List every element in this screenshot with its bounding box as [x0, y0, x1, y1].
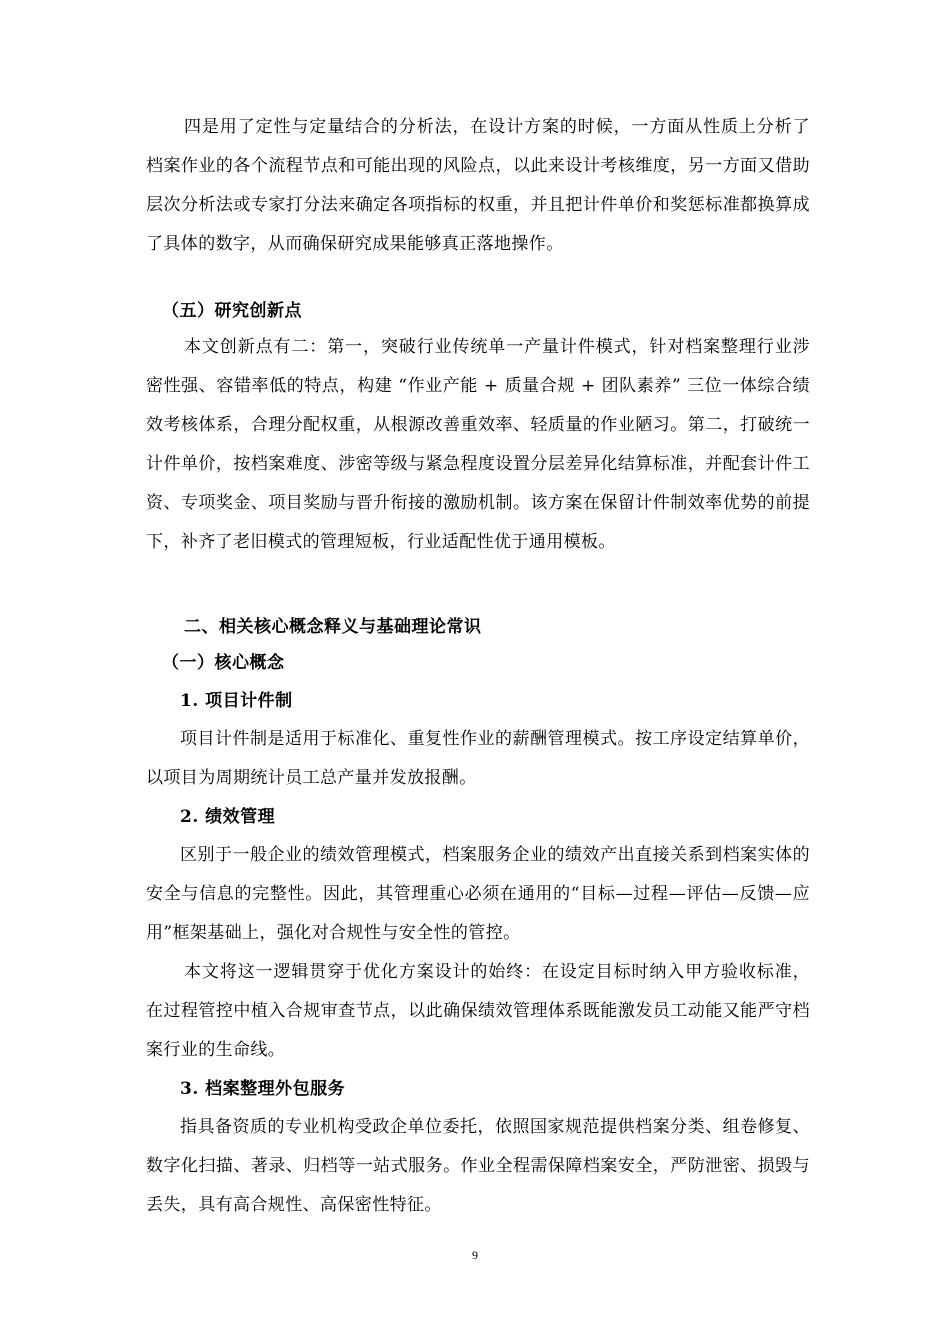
page-number: 9	[472, 1248, 478, 1262]
innovation-paragraph: 本文创新点有二：第一，突破行业传统单一产量计件模式，针对档案整理行业涉密性强、容错率低的特点，构建 “作业产能 + 质量合规 + 团队素养” 三位一体综合绩效考核体系，合理分配权重，从根源改善重效率、轻质量的作业陋习。第二，打破统一计件单价，按档案难度、涉密等级与紧急程度设置分层差异化结算标准，并配套计件工资、专项奖金、项目奖励与晋升衔接的激励机制。该方案在保留计件制效率优势的前提下，补齐了老旧模式的管理短板，行业适配性优于通用模板。	[146, 337, 810, 552]
item-heading-piecework: 1. 项目计件制	[180, 691, 293, 711]
page-content	[146, 108, 810, 1225]
item-heading-outsourcing: 3. 档案整理外包服务	[180, 1079, 346, 1099]
chapter-heading: 二、相关核心概念释义与基础理论常识	[184, 617, 482, 637]
section-heading-innovation: （五）研究创新点	[162, 301, 302, 321]
outsourcing-paragraph: 指具备资质的专业机构受政企单位委托，依照国家规范提供档案分类、组卷修复、数字化扫描、著录、归档等一站式服务。作业全程需保障档案安全，严防泄密、损毁与丢失，具有高合规性、高保密性特征。	[146, 1117, 810, 1215]
performance-paragraph-2: 本文将这一逻辑贯穿于优化方案设计的始终：在设定目标时纳入甲方验收标准，在过程管控中植入合规审查节点，以此确保绩效管理体系既能激发员工动能又能严守档案行业的生命线。	[146, 962, 810, 1060]
piecework-paragraph: 项目计件制是适用于标准化、重复性作业的薪酬管理模式。按工序设定结算单价，以项目为周期统计员工总产量并发放报酬。	[146, 729, 810, 788]
intro-paragraph: 四是用了定性与定量结合的分析法，在设计方案的时候，一方面从性质上分析了档案作业的各个流程节点和可能出现的风险点，以此来设计考核维度，另一方面又借助层次分析法或专家打分法来确定各项指标的权重，并且把计件单价和奖惩标准都换算成了具体的数字，从而确保研究成果能够真正落地操作。	[146, 117, 810, 254]
item-heading-performance: 2. 绩效管理	[180, 807, 276, 827]
performance-paragraph-1: 区别于一般企业的绩效管理模式，档案服务企业的绩效产出直接关系到档案实体的安全与信息的完整性。因此，其管理重心必须在通用的“目标—过程—评估—反馈—应用”框架基础上，强化对合规性与安全性的管控。	[146, 845, 810, 943]
subsection-heading-core-concepts: （一）核心概念	[162, 653, 285, 673]
section-innovation	[146, 294, 810, 562]
